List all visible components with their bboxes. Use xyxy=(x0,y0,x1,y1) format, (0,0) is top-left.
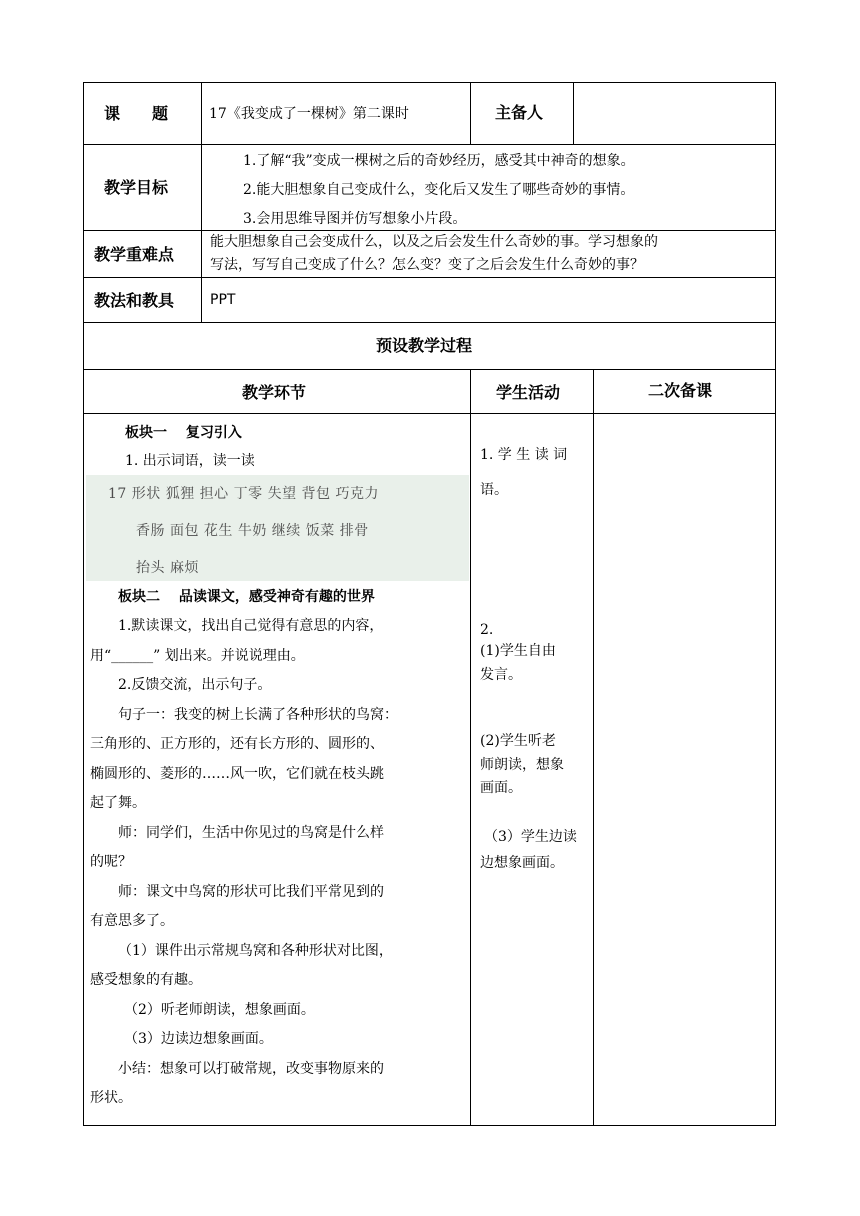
student-activity-2-2-line-3: 画面。 xyxy=(480,780,522,796)
body-line-7: 起了舞。 xyxy=(90,795,146,811)
method-value: PPT xyxy=(210,292,236,308)
table-col-preparer-divider-a xyxy=(470,82,471,145)
key-points-line-2: 写法，写写自己变成了什么？怎么变？变了之后会发生什么奇妙的事？ xyxy=(210,257,644,273)
goal-1: 1.了解“我”变成一棵树之后的奇妙经历，感受其中神奇的想象。 xyxy=(243,153,635,169)
column-teaching: 教学环节 xyxy=(242,383,307,402)
vocabulary-image xyxy=(86,475,469,581)
student-activity-1-line-2: 语。 xyxy=(480,482,508,498)
body-line-1: 1.默读课文，找出自己觉得有意思的内容， xyxy=(118,618,384,634)
table-rule-row4 xyxy=(83,322,776,323)
table-rule-row2 xyxy=(83,230,776,231)
body-line-8: 师：同学们，生活中你见过的鸟窝是什么样 xyxy=(118,825,384,841)
body-line-12: （1）课件出示常规鸟窝和各种形状对比图， xyxy=(118,943,393,959)
student-activity-2-1-line-2: 发言。 xyxy=(480,667,522,683)
table-col-student-divider xyxy=(470,369,471,1126)
goal-3: 3.会用思维导图并仿写想象小片段。 xyxy=(243,211,467,227)
body-line-9: 的呢？ xyxy=(90,854,132,870)
topic-label: 课 题 xyxy=(104,104,169,123)
column-second: 二次备课 xyxy=(648,381,713,400)
body-line-14: （2）听老师朗读，想象画面。 xyxy=(124,1002,315,1018)
table-rule-row1 xyxy=(83,144,776,145)
body-line-3: 2.反馈交流，出示句子。 xyxy=(118,677,272,693)
body-line-15: （3）边读边想象画面。 xyxy=(124,1031,273,1047)
table-border-left xyxy=(83,82,84,1126)
vocab-row-3: 抬头 麻烦 xyxy=(136,560,199,576)
vocab-row-1: 17 形状 狐狸 担心 丁零 失望 背包 巧克力 xyxy=(108,486,379,502)
student-activity-1-line-1: 1. 学 生 读 词 xyxy=(480,447,568,463)
student-activity-2-3-line-1: （3）学生边读 xyxy=(484,829,577,845)
key-points-line-1: 能大胆想象自己会变成什么，以及之后会发生什么奇妙的事。学习想象的 xyxy=(210,234,658,250)
body-line-13: 感受想象的有趣。 xyxy=(90,972,202,988)
table-rule-row3 xyxy=(83,277,776,278)
table-border-top xyxy=(83,82,776,83)
section-1-title: 板块一 复习引入 xyxy=(125,425,242,441)
table-rule-row5 xyxy=(83,369,776,370)
student-activity-2-1-line-1: (1)学生自由 xyxy=(480,643,556,659)
table-rule-row6 xyxy=(83,413,776,414)
student-activity-2-2-line-2: 师朗读，想象 xyxy=(480,757,564,773)
student-activity-2-2-line-1: (2)学生听老 xyxy=(480,733,556,749)
table-border-bottom xyxy=(83,1125,776,1126)
body-line-4: 句子一：我变的树上长满了各种形状的鸟窝： xyxy=(118,707,398,723)
process-title: 预设教学过程 xyxy=(376,336,473,355)
goals-label: 教学目标 xyxy=(104,178,169,197)
table-border-right xyxy=(775,82,776,1126)
key-points-label: 教学重难点 xyxy=(94,245,175,264)
body-line-2: 用“______” 划出来。并说说理由。 xyxy=(90,648,305,664)
body-line-5: 三角形的、正方形的，还有长方形的、圆形的、 xyxy=(90,736,384,752)
body-line-6: 椭圆形的、菱形的……风一吹，它们就在枝头跳 xyxy=(90,766,384,782)
student-activity-2-3-line-2: 边想象画面。 xyxy=(480,855,564,871)
student-activity-2: 2. xyxy=(480,622,494,638)
table-col-second-divider xyxy=(593,369,594,1126)
table-col-label-divider xyxy=(201,82,202,323)
preparer-label: 主备人 xyxy=(495,103,544,122)
column-student: 学生活动 xyxy=(496,383,561,402)
section-2-title: 板块二 品读课文，感受神奇有趣的世界 xyxy=(118,589,375,605)
topic-value: 17《我变成了一棵树》第二课时 xyxy=(209,106,409,122)
body-line-10: 师：课文中鸟窝的形状可比我们平常见到的 xyxy=(118,884,384,900)
table-col-preparer-divider-b xyxy=(573,82,574,145)
method-label: 教法和教具 xyxy=(94,291,175,310)
body-line-17: 形状。 xyxy=(90,1090,132,1106)
body-line-11: 有意思多了。 xyxy=(90,913,174,929)
vocab-row-2: 香肠 面包 花生 牛奶 继续 饭菜 排骨 xyxy=(136,523,369,539)
body-line-16: 小结：想象可以打破常规，改变事物原来的 xyxy=(118,1061,384,1077)
section-1-item-1: 1. 出示词语，读一读 xyxy=(125,453,255,469)
goal-2: 2.能大胆想象自己变成什么，变化后又发生了哪些奇妙的事情。 xyxy=(243,182,635,198)
